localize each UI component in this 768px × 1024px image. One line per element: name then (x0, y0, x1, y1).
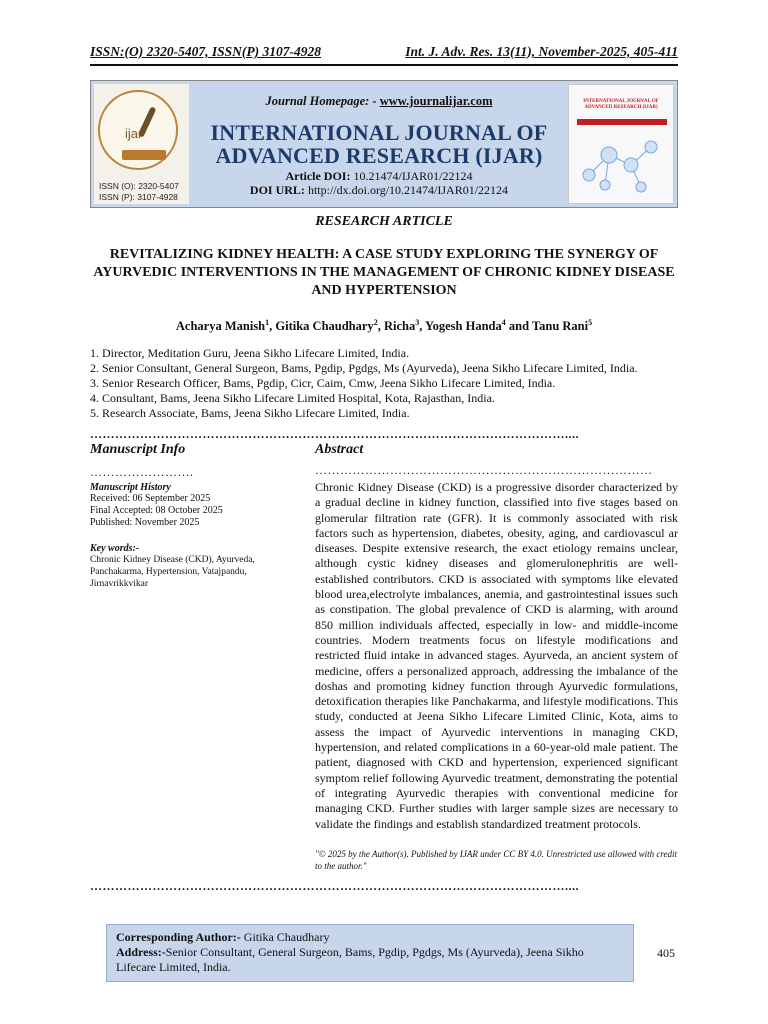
keywords: Chronic Kidney Disease (CKD), Ayurveda, Panchakarma, Hypertension, Vatajpandu, Jirnavrikkvikar (90, 555, 255, 589)
author-name: Acharya Manish (175, 319, 266, 334)
logo-text: ijar (125, 126, 143, 141)
separator-bottom: …………………………………………………………………………………………………….... (90, 880, 579, 892)
doi-url-link[interactable]: http://dx.doi.org/10.21474/IJAR01/22124 (304, 183, 509, 197)
article-type: RESEARCH ARTICLE (315, 214, 453, 229)
affiliations (90, 346, 690, 421)
journal-homepage (191, 94, 567, 109)
separator-top: …………………………………………………………………………………………………….... (90, 428, 579, 440)
author-name: Tanu Rani (531, 319, 589, 334)
book-icon (122, 150, 166, 160)
affiliation-item: 3. Senior Research Officer, Bams, Pgdip, Cicr, Caim, Cmw, Jeena Sikho Lifecare Limited, India. (90, 376, 556, 390)
author-name: Yogesh Handa (424, 319, 502, 334)
banner-center (191, 81, 567, 209)
license-note: "© 2025 by the Author(s). Published by IJAR under CC BY 4.0. Unrestricted use allowed with credit to the author." (315, 848, 677, 871)
cover-title: INTERNATIONAL JOURNAL OF ADVANCED RESEARCH (IJAR) (583, 99, 659, 110)
journal-logo (94, 84, 189, 204)
author-name: Gitika Chaudhary (275, 319, 374, 334)
homepage-label: Journal Homepage: - (265, 94, 380, 108)
journal-banner (90, 80, 678, 208)
affiliation-item: 1. Director, Meditation Guru, Jeena Sikho Lifecare Limited, India. (90, 346, 410, 360)
affiliation-item: 4. Consultant, Bams, Jeena Sikho Lifecare Limited Hospital, Kota, Rajasthan, India. (90, 391, 495, 405)
doi-url (191, 183, 567, 197)
logo-issn (99, 181, 179, 203)
issn-line: ISSN:(O) 2320-5407, ISSN(P) 3107-4928 (90, 44, 322, 59)
logo-emblem (98, 90, 178, 170)
journal-title-line2: ADVANCED RESEARCH (IJAR) (215, 143, 543, 168)
running-header (90, 44, 678, 66)
author-separator: , (419, 319, 425, 334)
affiliation-item: 5. Research Associate, Bams, Jeena Sikho Lifecare Limited, India. (90, 406, 410, 420)
corresponding-author (116, 930, 624, 945)
corresponding-address (116, 945, 624, 975)
journal-title (191, 121, 567, 167)
accepted-date: Final Accepted: 08 October 2025 (90, 505, 223, 516)
journal-title-line1: INTERNATIONAL JOURNAL OF (210, 120, 548, 145)
received-date: Received: 06 September 2025 (90, 493, 211, 504)
author-separator: and (505, 319, 532, 334)
manuscript-dots: ……………………. (90, 466, 194, 478)
address-label: Address:- (116, 945, 166, 959)
affiliation-item: 2. Senior Consultant, General Surgeon, Bams, Pgdip, Pgdgs, Ms (Ayurveda), Jeena Sikho Lifecare Limited, India. (90, 361, 638, 375)
author-separator: , (377, 319, 384, 334)
author-affiliation-mark: 4 (501, 318, 506, 327)
abstract-dots: ……………………………………………………………………… (315, 464, 653, 476)
author-affiliation-mark: 1 (265, 318, 270, 327)
doi-url-label: DOI URL: (249, 183, 305, 197)
manuscript-history-heading: Manuscript History (90, 482, 171, 493)
author-separator: , (269, 319, 276, 334)
abstract-text: Chronic Kidney Disease (CKD) is a progressive disorder characterized by a gradual decline in kidney function, classified into five stages based on glomerular filtration rate (GFR). It is commonly associated with risk factors such as hypertension, diabetes, obesity, aging, and cardiovascul ar diseases. Despite extensive research, the exact etiology remains unclear, although cystic kidney diseases and glomerulonephritis are well-established contributors. CKD is associated with symptoms like elevated blood urea,electrolyte imbalances, anemia, and gastrointestinal issues such as constipation. The global prevalence of CKD is alarming, with around 850 million individuals affected, especially in low- and middle-income countries. Modern treatments focus on lifestyle modifications and restricted fluid intake in advanced stages. Ayurveda, an ancient system of medicine, offers a personalized approach, addressing the imbalance of the doshas and promoting kidney function through Ayurvedic formulations, detoxification therapies like Panchakarma, and lifestyle modifications. This study, conducted at Jeena Sikho Lifecare Limited Clinic, Kota, aims to assess the impact of Ayurvedic interventions in managing CKD, hypertension, and related complications in a 60-year-old male patient. The patient, diagnosed with CKD and hypertension, experienced significant symptom relief following Ayurvedic treatment, demonstrating the potential of integrating Ayurvedic therapies with conventional medicine for managing CKD. Further studies with larger sample sizes are necessary to validate the findings and establish standardized treatment protocols. (315, 480, 678, 831)
homepage-link[interactable]: www.journalijar.com (379, 94, 493, 108)
corresponding-author-box (106, 924, 634, 982)
page-number: 405 (657, 946, 675, 960)
cover-band (577, 119, 667, 125)
address-text: Senior Consultant, General Surgeon, Bams, Pgdip, Pgdgs, Ms (Ayurveda), Jeena Sikho Lifecare Limited, India. (116, 945, 584, 974)
article-doi (191, 169, 567, 183)
paper-title: REVITALIZING KIDNEY HEALTH: A CASE STUDY EXPLORING THE SYNERGY OF AYURVEDIC INTERVENTIONS IN THE MANAGEMENT OF CHRONIC KIDNEY DISEASE AND HYPERTENSION (93, 247, 675, 298)
abstract-section (315, 442, 678, 872)
keywords-heading: Key words:- (90, 543, 140, 554)
author-affiliation-mark: 2 (373, 318, 378, 327)
corresponding-label: Corresponding Author:- (116, 930, 241, 944)
author-affiliation-mark: 5 (588, 318, 593, 327)
molecule-graphic (579, 135, 665, 195)
manuscript-info (90, 442, 290, 590)
doi-block (191, 169, 567, 197)
author-name: Richa (383, 319, 416, 334)
journal-reference: Int. J. Adv. Res. 13(11), November-2025, 405-411 (405, 44, 678, 59)
author-list (90, 318, 678, 334)
issn-online: ISSN (O): 2320-5407 (99, 181, 179, 191)
manuscript-info-heading: Manuscript Info (90, 442, 186, 457)
article-doi-value: 10.21474/IJAR01/22124 (350, 169, 473, 183)
journal-cover-image (568, 84, 674, 204)
author-affiliation-mark: 3 (415, 318, 420, 327)
article-doi-label: Article DOI: (285, 169, 351, 183)
corresponding-name: Gitika Chaudhary (240, 930, 330, 944)
issn-print: ISSN (P): 3107-4928 (99, 192, 178, 202)
published-date: Published: November 2025 (90, 517, 200, 528)
abstract-heading: Abstract (315, 442, 364, 457)
